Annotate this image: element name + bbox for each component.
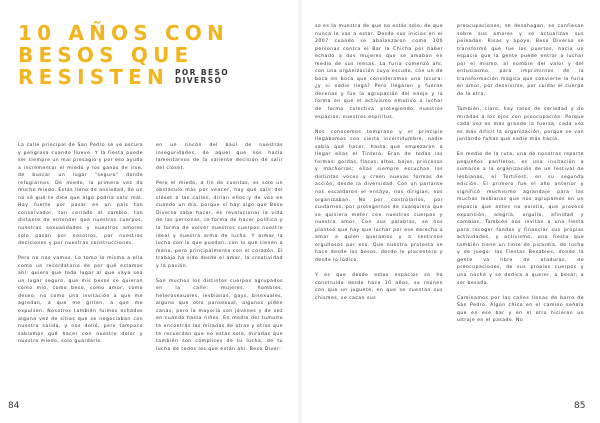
paragraph: Son muchos los distintos cuerpos agrupados en la calle: mujeres, hombres, heterosexuales, lesbianas, gays, bisexuales, alguno que otro pansexual, algunos piden canas, pero la mayoría son jóvenes y de vez en cuando hasta niños. En medio del tumulto te encontrás las miradas de otras y otros que te recuerdan que no estás solo, miradas que también son cómplices de tu lucha, de tu lucha de todos los que están ahí. Beso Diver- [156,278,283,352]
text-column-left-2 [156,142,283,392]
title-row-3 [18,66,245,88]
paragraph: Pero el miedo, a fin de cuentas, es solo un obstáculo más por vencer, hay que salir del clóset a las calles, dirían ellos y de vez en cuando un día, porque sí hay algo que Beso Diverso sabe hacer, es revolucionar la vida de las personas, la forma de hacer política y la forma de volver nuestros cuerpos nuestro ideal y nuestra arma de lucha. Y armar la lucha con lo que puedan, con lo que tienen a mano, pero principalmente con el corazón. El trabajo ha sido desde el amor, la creatividad y la pasión. [156,180,283,269]
text-column-right-1 [315,23,443,395]
paragraph: La calle principal de San Pedro se ve oscura y peligrosa cuando llueve. Y la fiesta puede ser siempre un mal presagio y por eso ayuda a incrementar el miedo y los ganas de irse, de buscar un lugar "seguro" donde refugiarnos. De miedo, la primera vez da mucho miedo. Estás lleno de ansiedad, de un no sé qué te dice que algo podría salir mal. Hay fuerte por pasar en un país tan conservador, tan cerrado al cambio, tan distante de entender que nuestros cuerpos, nuestras sexualidades y nuestros amores solo pasan por nosotros, por nuestras decisiones y por nuestras construcciones. [18,143,143,247]
text-column-left-1 [18,142,143,392]
page-number-left: 84 [8,401,20,411]
paragraph: so es la muestra de que no estás solo, de que nunca lo vas a estar. Desde sus inicios en el 2007 cuando se abalanzaron como 100 personas contra el Bar la Chicha por haber echado a dos mujeres que se amaban en medio de sus mesas. La furia comenzó ahí, con una organización cuyo escudo, con un de boca en boca que consideramos una locura: ¿y si nadie llega? Pero llegaron y fueron decenas y fue la agrupación del enojo y la forma en que el activismo emotivo a luchar de forma colectiva protegiendo nuestros espacios, nuestros espíritus. [315,24,443,120]
title-line-2: BESOS QUE [18,43,194,67]
paragraph: Pero no nos vamos. Lo tomo lo mismo a ella como un recordatorio de por qué estamos ahí: quiero que todo lugar al que vaya sea un lugar seguro, que mis besos se quieran como mío, como beso, como amor, como deseo, no como una invitación a que me agredan, a que me griten, a que me expulsen. Nosotros también fuimos echados alguna vez de sitios que se negociaban con nuestra salida, y nos dolió, pero tampoco sabíamos qué hacer con nuestro dolor y nuestro miedo, solo guardarlo [18,256,143,345]
title-line-3: RESISTEN [18,65,169,89]
text-column-right-2 [457,23,584,395]
page-number-right: 85 [574,401,586,411]
title-line-1: 10 AÑOS CON [18,21,229,45]
paragraph: También, claro, hay ratos de seriedad y de miradas a los ojos con preocupación. Porque cada vez es más grande la fuerza, cada vez es más difícil la organización, porque se van juntando faltas que nadie más hacía. [457,106,584,143]
byline: POR BESO DIVERSO [174,68,230,85]
article-title [18,22,245,88]
paragraph: Caminamos por las calles llenas de barro de San Pedro. Algún chico en el camino señala que en ese bar y en el otro hicieron un ultraje en el pasado. No [457,295,584,324]
paragraph: Nos conocemos temprano y el principio llegábamos con cierta incertidumbre, nadie sabía qué hacer, hasta que empezaron a llegar ellas el Tintero. Eran de todas las formas: gordas, flacos, altos, bajos, princesas y machorras; ellas siempre escuchan las distintas voces y creen nuevas formas de acción, desde la diversidad. Con un parlante nos escaldaron el ensayo, nos dirigían, nos organizaban. No por controlarlos, por cuidarnos, por protegernos de cualquiera que se quisiera meter con nuestros cuerpos y nuestro amor. Con sus palabras, se nos planteó que hay que luchar por ese derecho a amar a quien queramos y a sentirnos orgullosos por eso. Que nuestra protesta se hace desde los besos, desde le placentero y desde lo lúdico. [315,129,443,263]
paragraph: Y es que desde estos espacios se ha construido desde hace 10 años, se reúnen con que un juguete, en que se cuentan sus chismes, se cacan sus [315,272,443,301]
paragraph: en un rincón del baúl de nuestras inseguridades, de aquel que nos hacía lamentarnos de la valiente decisión de salir del clóset. [156,143,283,171]
paragraph: En medio de la ruta, una de nosotras reparte pequeños panfletos, es una invitación a sumarse a la organización de un festival de lesbianas, el TortiFest, en su segunda edición. El primero fue el año anterior y significó muchísimo agrandaje para las muchas lesbianas que nos agrupamos en un espacio que antes no existía, que provocó expansión, alegría, orgullo, afinidad y cambios. También nos invitan a una fiesta para recoger fondos y financiar sus propias actividades, y activismo, una fiesta que también tiene un tinte de picardía, de lucha y de juego: las Fiestas Besables, donde la gente va libre de ataduras, de preocupaciones, de sus propios cuerpos y una noche y se dedica a querer, a besar, a ser besada. [457,152,584,286]
paragraph: preocupaciones, se desahogan, se confiesan sobre sus amores y se actualizan sus peinados. Risas y apoyo, Beso Diverso se transformó que fue los puertos, hacia un espacio que la gente puede entrar a luchar por el mismo, al nombre del valor y del entusiasmo, para imprimirnos de la transformación mágica que convierte la furia en amor, por desvivirse, por cuidar el cuerpo de la otra. [457,24,584,97]
